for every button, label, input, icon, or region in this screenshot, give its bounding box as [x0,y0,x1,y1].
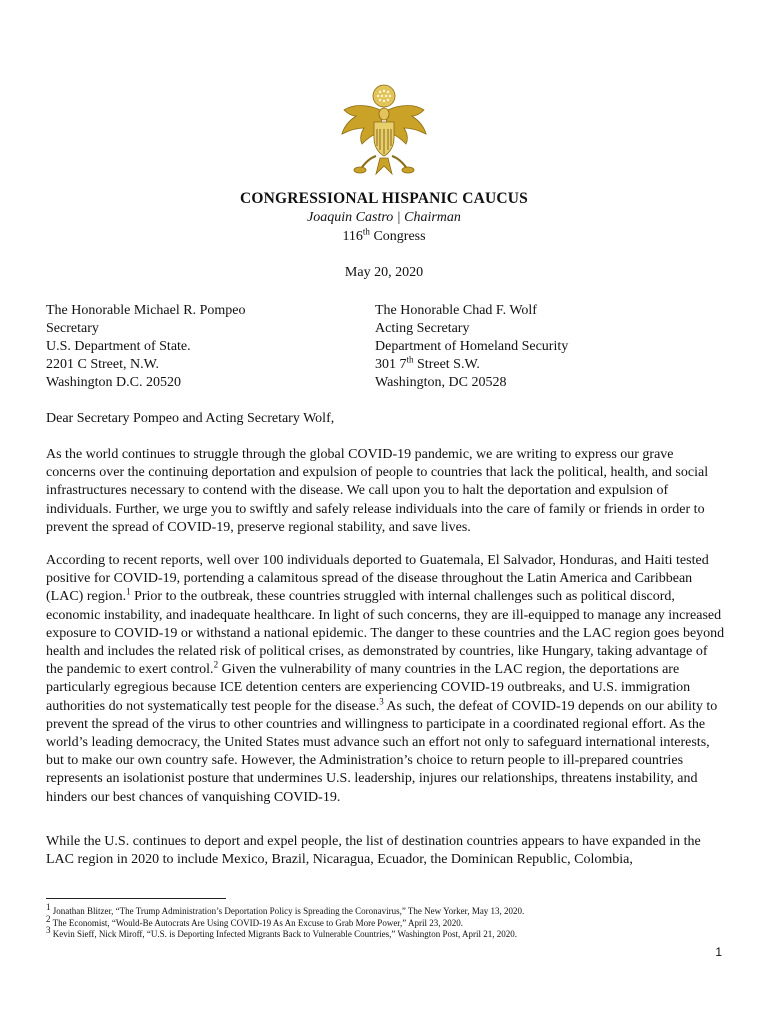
footnote-ref-2[interactable]: 2 [213,659,219,670]
street-number: 301 7 [375,357,407,372]
footnote-ref-3[interactable]: 3 [379,695,384,706]
letter-date: May 20, 2020 [344,265,424,280]
footnote-item [46,902,726,918]
recipient-name: The Honorable Michael R. Pompeo [46,303,246,318]
footnote-divider [46,898,226,899]
congress-suffix: th [362,226,370,237]
paragraph-2-part: Given the vulnerability of many countries in the LAC region, the deportations are particularly egregious because ICE detention centers are experiencing COVID-19 outbreaks, and U.S. immigration authorities do not systematically test people for the disease. [46,662,691,714]
page-number: 1 [715,945,722,959]
recipient-city: Washington D.C. 20520 [46,375,181,390]
footnote-ref-1[interactable]: 1 [126,586,131,597]
recipient-title: Acting Secretary [375,321,470,336]
paragraph-2-part: Prior to the outbreak, these countries struggled with internal challenges such as political discord, economic instability, and inadequate healthcare. In light of such concerns, they are ill-equipped to manage any increased exposure to COVID-19 or withstand a national epidemic. The danger to these countries and the LAC region goes beyond health and includes the related risk of political crises, as demonstrated by countries, like Hungary, taking advantage of the pandemic to exert control. [46,589,725,678]
footnote-number: 1 [46,902,51,912]
paragraph-3-text: While the U.S. continues to deport and expel people, the list of destination countries appears to have expanded in the LAC region in 2020 to include Mexico, Brazil, Nicaragua, Ecuador, the Dominican Republic, Colombia, [46,834,701,868]
recipient-title: Secretary [46,321,99,336]
recipient-block-right [375,302,568,392]
footnote-text: The Economist, “Would-Be Autocrats Are Using COVID-19 As An Excuse to Grab More Power,” April 23, 2020. [50,917,463,928]
recipient-block-left [46,302,245,392]
recipient-department: U.S. Department of State. [46,339,191,354]
paragraph-2-part: According to recent reports, well over 100 individuals deported to Guatemala, El Salvador, Honduras, and Haiti tested positive for COVID-19, portending a calamitous spread of the disease throughout the Latin America and Caribbean (LAC) region. [46,553,709,605]
recipient-street: 2201 C Street, N.W. [46,357,160,372]
paragraph-2-part: As such, the defeat of COVID-19 depends on our ability to prevent the spread of the virus to other countries and willingness to participate in a coordinated regional effort. As the world’s leading democracy, the United States must advance such an effort not only to safeguard international interests, but to make our own country safe. However, the Administration’s choice to return people to ill-prepared countries represents an isolationist posture that undermines U.S. leadership, injures our relationships, threatens instability, and hinders our best chances of vanquishing COVID-19. [46,698,718,805]
salutation: Dear Secretary Pompeo and Acting Secretary Wolf, [46,411,335,426]
congress-line [0,226,768,245]
organization-name: CONGRESSIONAL HISPANIC CAUCUS [239,190,528,207]
footnote-number: 2 [46,913,51,924]
chair-line: Joaquin Castro | Chairman [307,210,461,225]
paragraph-1-text: As the world continues to struggle through the global COVID-19 pandemic, we are writing to express our grave concerns over the continuing deportation and expulsion of people to countries that lack the political, health, and social infrastructures necessary to contend with the disease. We call upon you to halt the deportation and expulsion of individuals. Further, we urge you to swiftly and safely release individuals into the care of family or friends in order to prevent the spread of COVID-19, preserve regional stability, and save lives. [46,447,709,535]
footnotes [46,902,726,941]
footnote-item [46,925,726,941]
paragraph-2-text [46,552,726,807]
congress-number: 116 [342,229,363,244]
footnote-text: Kevin Sieff, Nick Miroff, “U.S. is Deporting Infected Migrants Back to Vulnerable Countries,” Washington Post, April 21, 2020. [50,929,518,939]
recipient-city: Washington, DC 20528 [375,375,507,390]
recipient-department: Department of Homeland Security [375,339,569,354]
street-suffix: th [406,354,414,365]
paragraph-2 [46,552,726,807]
eagle-seal-icon [330,84,438,180]
footnote-item [46,913,726,930]
footnote-text: Jonathan Blitzer, “The Trump Administration’s Deportation Policy is Spreading the Coronavirus,” The New Yorker, May 13, 2020. [50,906,525,916]
paragraph-3 [46,833,726,869]
recipient-street [375,356,568,374]
street-rest: Street S.W. [413,357,480,372]
congress-word: Congress [373,229,426,244]
footnote-number: 3 [46,925,51,935]
recipient-name: The Honorable Chad F. Wolf [375,303,537,318]
paragraph-1 [46,446,726,537]
